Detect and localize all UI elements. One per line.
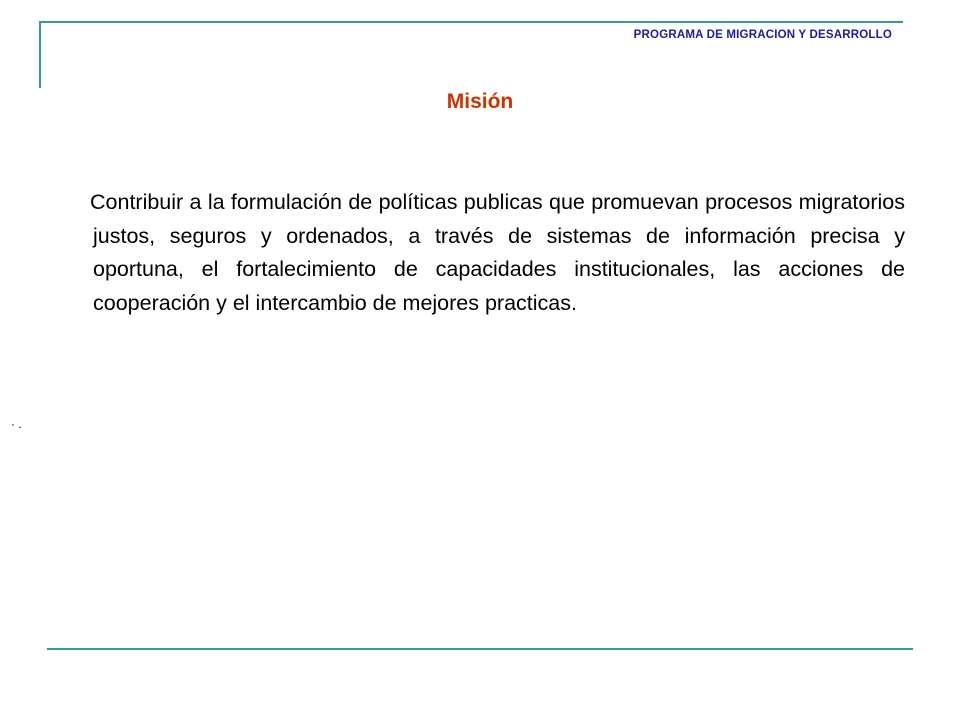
slide-title: Misión <box>446 90 514 113</box>
frame-top-line <box>39 21 903 23</box>
program-title: PROGRAMA DE MIGRACION Y DESARROLLO <box>633 29 892 41</box>
stray-marks: · . <box>11 417 22 431</box>
mission-text: Contribuir a la formulación de políticas publicas que promuevan procesos migratorios justos, seguros y ordenados, a través de sistemas de información precisa y oportuna, el fortalecimiento de capacidades institucionales, las acciones de cooperación y el intercambio de mejores practicas. <box>90 190 905 315</box>
frame-left-line <box>39 21 41 88</box>
frame-bottom-line <box>47 648 913 650</box>
